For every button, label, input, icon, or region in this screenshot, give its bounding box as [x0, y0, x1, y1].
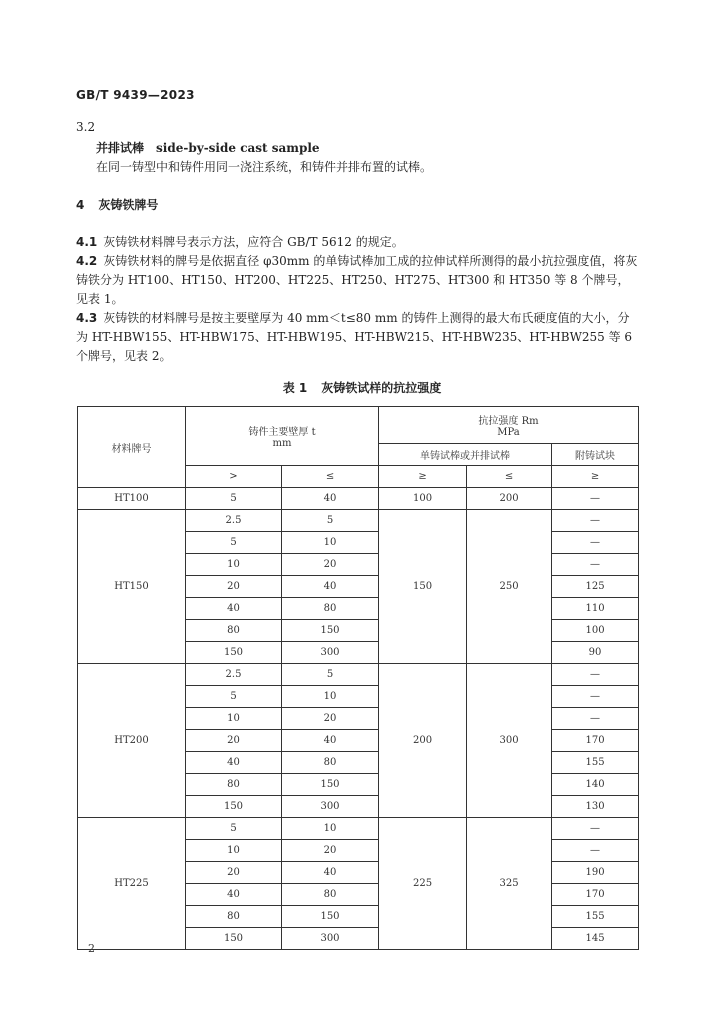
thickness-min-cell: 80 [186, 906, 282, 928]
tensile-strength-table [77, 406, 639, 950]
thickness-max-cell: 5 [282, 510, 379, 532]
thickness-max-cell: 40 [282, 730, 379, 752]
clause-number: 4.2 [76, 254, 98, 268]
grade-cell: HT150 [78, 510, 186, 664]
thickness-max-cell: 20 [282, 840, 379, 862]
table-row [78, 664, 639, 686]
thickness-max-cell: 10 [282, 818, 379, 840]
clause-text: 灰铸铁的材料牌号是按主要壁厚为 40 mm＜t≤80 mm 的铸件上测得的最大布氏硬度值的大小，分为 HT-HBW155、HT-HBW175、HT-HBW195、HT-HBW215、HT-HBW235、HT-HBW255 等 6 个牌号，见表 2。 [76, 311, 633, 363]
attached-sample-cell: 100 [552, 620, 639, 642]
header-strength [379, 407, 639, 444]
thickness-min-cell: 80 [186, 620, 282, 642]
clause-number: 4.1 [76, 235, 98, 249]
thickness-max-cell: 300 [282, 642, 379, 664]
attached-sample-cell: 170 [552, 730, 639, 752]
thickness-min-cell: 5 [186, 532, 282, 554]
thickness-min-cell: 5 [186, 686, 282, 708]
clause-text: 灰铸铁材料牌号表示方法，应符合 GB/T 5612 的规定。 [103, 235, 404, 249]
clause-4-3 [76, 309, 638, 366]
header-grade: 材料牌号 [78, 407, 186, 488]
header-le-symbol-2: ≤ [467, 466, 552, 488]
table-caption [0, 379, 724, 396]
attached-sample-cell: — [552, 664, 639, 686]
thickness-max-cell: 10 [282, 532, 379, 554]
attached-sample-cell: — [552, 708, 639, 730]
table-title: 灰铸铁试样的抗拉强度 [321, 381, 442, 395]
thickness-max-cell: 10 [282, 686, 379, 708]
thickness-min-cell: 150 [186, 928, 282, 950]
attached-sample-cell: — [552, 686, 639, 708]
attached-sample-cell: 130 [552, 796, 639, 818]
header-strength-unit: MPa [497, 427, 520, 438]
attached-sample-cell: 125 [552, 576, 639, 598]
thickness-min-cell: 5 [186, 818, 282, 840]
clause-number: 4.3 [76, 311, 98, 325]
attached-sample-cell: 170 [552, 884, 639, 906]
thickness-min-cell: 20 [186, 576, 282, 598]
rm-max-cell: 200 [467, 488, 552, 510]
rm-min-cell: 150 [379, 510, 467, 664]
rm-min-cell: 225 [379, 818, 467, 950]
header-gt-symbol: > [186, 466, 282, 488]
thickness-min-cell: 150 [186, 796, 282, 818]
term-chinese: 并排试棒 [96, 141, 145, 155]
table-label: 表 1 [282, 381, 308, 395]
thickness-min-cell: 2.5 [186, 510, 282, 532]
thickness-min-cell: 40 [186, 884, 282, 906]
thickness-min-cell: 10 [186, 708, 282, 730]
thickness-min-cell: 40 [186, 598, 282, 620]
grade-cell: HT100 [78, 488, 186, 510]
table-row [78, 510, 639, 532]
thickness-min-cell: 80 [186, 774, 282, 796]
section-heading-number: 4 [76, 198, 85, 212]
table-row [78, 818, 639, 840]
header-thickness-label: 铸件主要壁厚 t [248, 427, 316, 438]
attached-sample-cell: — [552, 488, 639, 510]
section-number: 3.2 [76, 120, 96, 134]
header-thickness-unit: mm [272, 438, 292, 449]
header-thickness [186, 407, 379, 466]
term-definition: 在同一铸型中和铸件用同一浇注系统，和铸件并排布置的试棒。 [96, 160, 433, 174]
clause-text: 灰铸铁材料的牌号是依据直径 φ30mm 的单铸试棒加工成的拉伸试样所测得的最小抗拉强度值，将灰铸铁分为 HT100、HT150、HT200、HT225、HT250、HT275、HT300 和 HT350 等 8 个牌号，见表 1。 [76, 254, 638, 306]
attached-sample-cell: — [552, 840, 639, 862]
thickness-min-cell: 150 [186, 642, 282, 664]
thickness-max-cell: 20 [282, 708, 379, 730]
clause-4-2 [76, 252, 638, 309]
thickness-max-cell: 300 [282, 796, 379, 818]
grade-cell: HT200 [78, 664, 186, 818]
thickness-max-cell: 80 [282, 752, 379, 774]
attached-sample-cell: 145 [552, 928, 639, 950]
attached-sample-cell: 155 [552, 906, 639, 928]
attached-sample-cell: — [552, 510, 639, 532]
thickness-max-cell: 40 [282, 862, 379, 884]
term-english: side-by-side cast sample [156, 141, 320, 155]
thickness-max-cell: 20 [282, 554, 379, 576]
thickness-min-cell: 20 [186, 862, 282, 884]
standard-code: GB/T 9439—2023 [76, 88, 195, 102]
attached-sample-cell: — [552, 554, 639, 576]
attached-sample-cell: 140 [552, 774, 639, 796]
thickness-min-cell: 20 [186, 730, 282, 752]
thickness-max-cell: 80 [282, 598, 379, 620]
thickness-min-cell: 40 [186, 752, 282, 774]
attached-sample-cell: 90 [552, 642, 639, 664]
header-ge-symbol: ≥ [379, 466, 467, 488]
header-attached-cast: 附铸试块 [552, 444, 639, 466]
grade-cell: HT225 [78, 818, 186, 950]
attached-sample-cell: 190 [552, 862, 639, 884]
thickness-min-cell: 5 [186, 488, 282, 510]
thickness-min-cell: 2.5 [186, 664, 282, 686]
rm-max-cell: 300 [467, 664, 552, 818]
table-row [78, 488, 639, 510]
thickness-max-cell: 40 [282, 576, 379, 598]
section-heading-title: 灰铸铁牌号 [98, 198, 159, 212]
rm-max-cell: 325 [467, 818, 552, 950]
header-strength-label: 抗拉强度 Rm [478, 416, 539, 427]
attached-sample-cell: 110 [552, 598, 639, 620]
page-number: 2 [88, 942, 95, 955]
rm-max-cell: 250 [467, 510, 552, 664]
attached-sample-cell: — [552, 818, 639, 840]
header-le-symbol: ≤ [282, 466, 379, 488]
thickness-min-cell: 10 [186, 554, 282, 576]
thickness-max-cell: 150 [282, 620, 379, 642]
header-single-cast: 单铸试棒或并排试棒 [379, 444, 552, 466]
thickness-min-cell: 10 [186, 840, 282, 862]
rm-min-cell: 100 [379, 488, 467, 510]
thickness-max-cell: 5 [282, 664, 379, 686]
thickness-max-cell: 40 [282, 488, 379, 510]
term-entry [96, 139, 320, 156]
thickness-max-cell: 150 [282, 906, 379, 928]
rm-min-cell: 200 [379, 664, 467, 818]
thickness-max-cell: 300 [282, 928, 379, 950]
thickness-max-cell: 80 [282, 884, 379, 906]
attached-sample-cell: 155 [552, 752, 639, 774]
thickness-max-cell: 150 [282, 774, 379, 796]
section-heading [76, 196, 158, 213]
attached-sample-cell: — [552, 532, 639, 554]
clause-4-1 [76, 233, 638, 252]
header-ge-symbol-2: ≥ [552, 466, 639, 488]
